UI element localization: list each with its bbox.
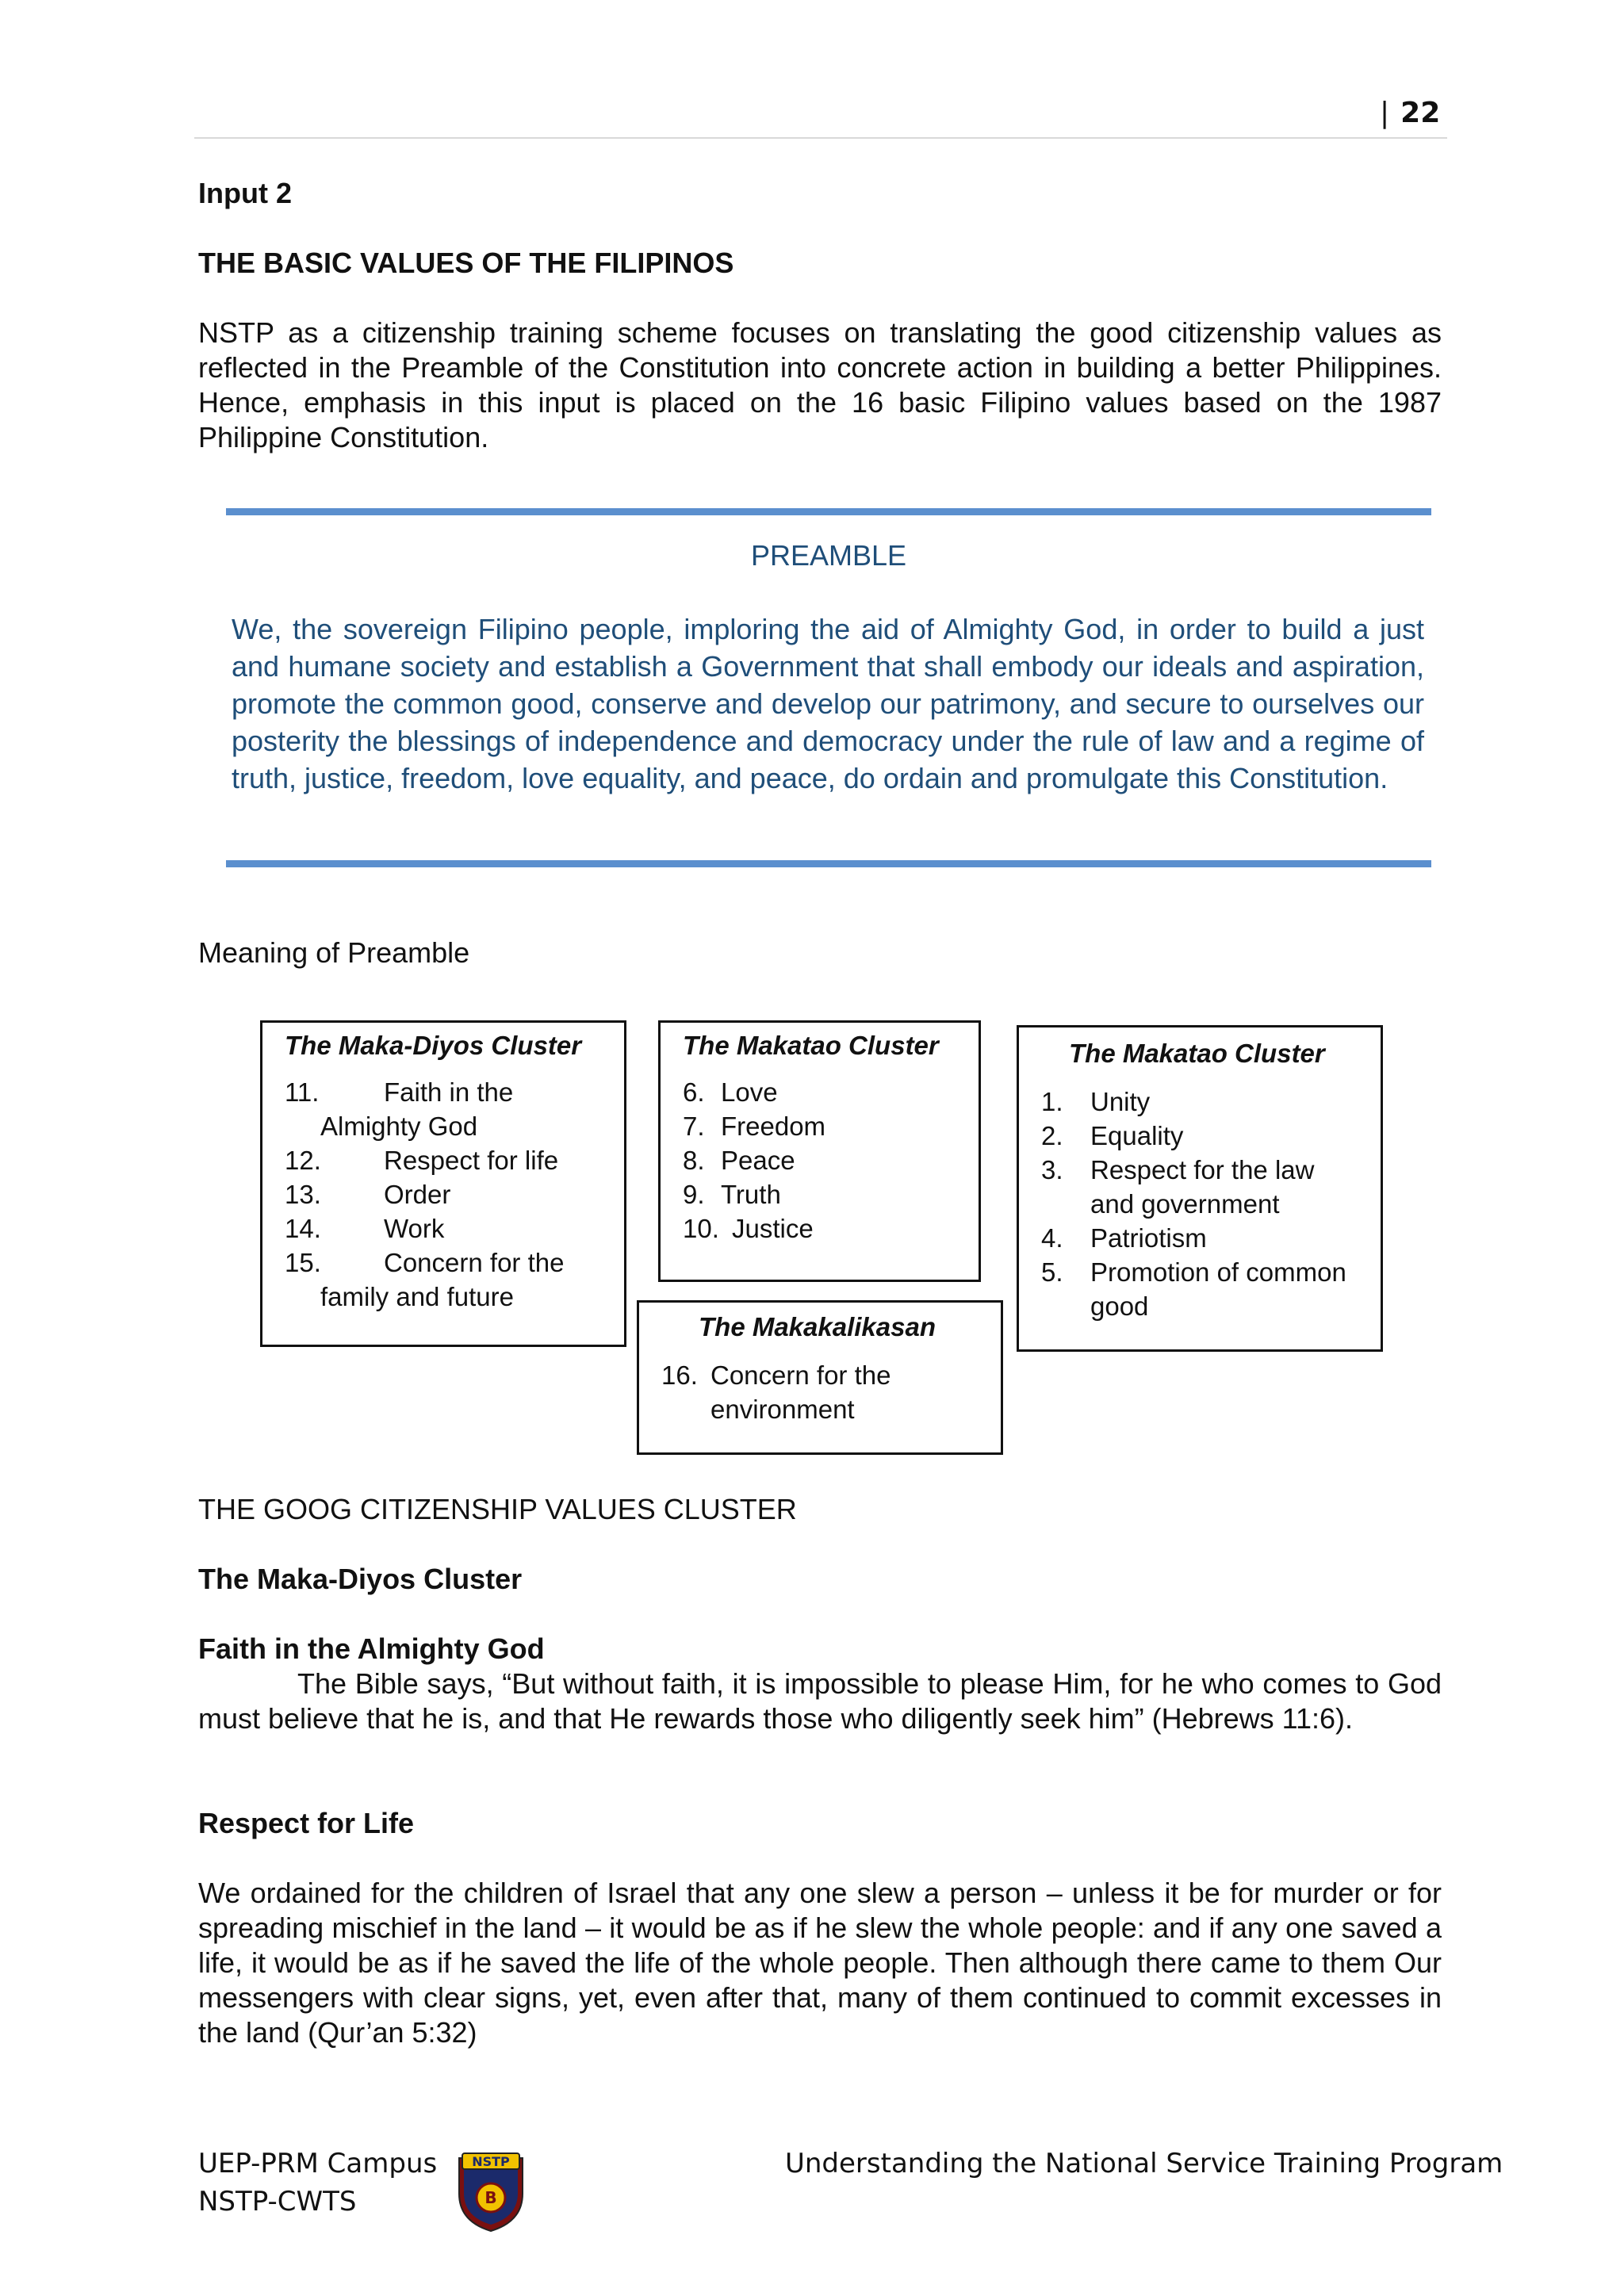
- list-item: 1. Unity: [1041, 1087, 1151, 1116]
- preamble-title: PREAMBLE: [750, 539, 907, 572]
- respect-paragraph: We ordained for the children of Israel that any one slew a person – unless it be for murder or for spreading mischief in the land – it would be as if he slew the whole people: and if any one saved a life, it would be as if he saved the life of the whole people. Then although there came to them Our messengers with clear signs, yet, even after that, many of them continued to commit excesses in the land (Qur’an 5:32): [198, 1877, 1442, 2049]
- makatao-2-list: [1041, 1085, 1381, 1323]
- list-item: 14. Work: [285, 1214, 445, 1243]
- list-item: 3. Respect for the law: [1041, 1155, 1315, 1184]
- makatao-box-2: [1017, 1025, 1383, 1352]
- list-item: 10. Justice: [683, 1214, 814, 1243]
- good-citizenship-heading: THE GOOG CITIZENSHIP VALUES CLUSTER: [198, 1493, 797, 1525]
- makatao-2-title: The Makatao Cluster: [1069, 1039, 1325, 1068]
- list-item: 9. Truth: [683, 1180, 781, 1209]
- footer-program: NSTP-CWTS: [198, 2186, 357, 2218]
- maka-diyos-heading: The Maka-Diyos Cluster: [198, 1563, 523, 1595]
- maka-diyos-box: [260, 1020, 626, 1347]
- footer-campus: UEP-PRM Campus: [198, 2148, 438, 2179]
- header-divider: [194, 137, 1447, 139]
- list-item: 15. Concern for the: [285, 1248, 565, 1277]
- list-item-continuation: family and future: [320, 1282, 514, 1311]
- list-item-continuation: Almighty God: [320, 1112, 478, 1141]
- list-item: 2. Equality: [1041, 1121, 1184, 1150]
- list-item: 13. Order: [285, 1180, 451, 1209]
- makatao-1-title: The Makatao Cluster: [683, 1031, 939, 1060]
- list-item: 7. Freedom: [683, 1112, 826, 1141]
- list-item: 8. Peace: [683, 1146, 795, 1175]
- respect-heading: Respect for Life: [198, 1807, 415, 1839]
- section-label: Input 2: [198, 177, 292, 209]
- preamble-top-rule: [226, 508, 1431, 515]
- makatao-1-list: [683, 1075, 979, 1246]
- makakalikasan-box: [637, 1300, 1003, 1455]
- list-item-continuation: and government: [1090, 1189, 1280, 1219]
- section-title: THE BASIC VALUES OF THE FILIPINOS: [198, 247, 734, 279]
- makatao-box-1: [658, 1020, 981, 1282]
- nstp-badge-icon: [454, 2150, 527, 2233]
- list-item: 11. Faith in the: [285, 1077, 514, 1107]
- faith-heading: Faith in the Almighty God: [198, 1632, 545, 1665]
- list-item: 5. Promotion of common: [1041, 1257, 1346, 1287]
- list-item: 4. Patriotism: [1041, 1223, 1207, 1253]
- badge-letter: B: [485, 2188, 497, 2207]
- preamble-bottom-rule: [226, 860, 1431, 867]
- list-item-continuation: good: [1090, 1292, 1149, 1321]
- faith-paragraph: The Bible says, “But without faith, it is impossible to please Him, for he who comes to God must believe that he is, and that He rewards those who diligently seek him” (Hebrews 11:6).: [198, 1667, 1442, 1735]
- maka-diyos-title: The Maka-Diyos Cluster: [285, 1031, 582, 1060]
- list-item: 6. Love: [683, 1077, 778, 1107]
- list-item: 12. Respect for life: [285, 1146, 559, 1175]
- list-item: 16. Concern for the: [661, 1360, 891, 1390]
- meaning-label: Meaning of Preamble: [198, 936, 470, 969]
- list-item-continuation: environment: [710, 1395, 855, 1424]
- maka-diyos-list: [285, 1075, 624, 1314]
- badge-text: NSTP: [472, 2154, 510, 2169]
- makakalikasan-title: The Makakalikasan: [699, 1312, 936, 1341]
- footer-left: [198, 2145, 437, 2221]
- page-number: | 22: [1380, 97, 1441, 129]
- intro-paragraph: NSTP as a citizenship training scheme focuses on translating the good citizenship values as reflected in the Preamble of the Constitution into concrete action in building a better Philippines. Hence, emphasis in this input is placed on the 16 basic Filipino values based on the 1987 Philippine Constitution.: [198, 316, 1442, 453]
- footer-title: Understanding the National Service Training Program: [785, 2148, 1503, 2179]
- preamble-text: We, the sovereign Filipino people, imploring the aid of Almighty God, in order to build a just and humane society and establish a Government that shall embody our ideals and aspiration, promote the common good, conserve and develop our patrimony, and secure to ourselves our posterity the blessings of independence and democracy under the rule of law and a regime of truth, justice, freedom, love equality, and peace, do ordain and promulgate this Constitution.: [232, 613, 1424, 794]
- makakalikasan-list: [661, 1358, 1001, 1426]
